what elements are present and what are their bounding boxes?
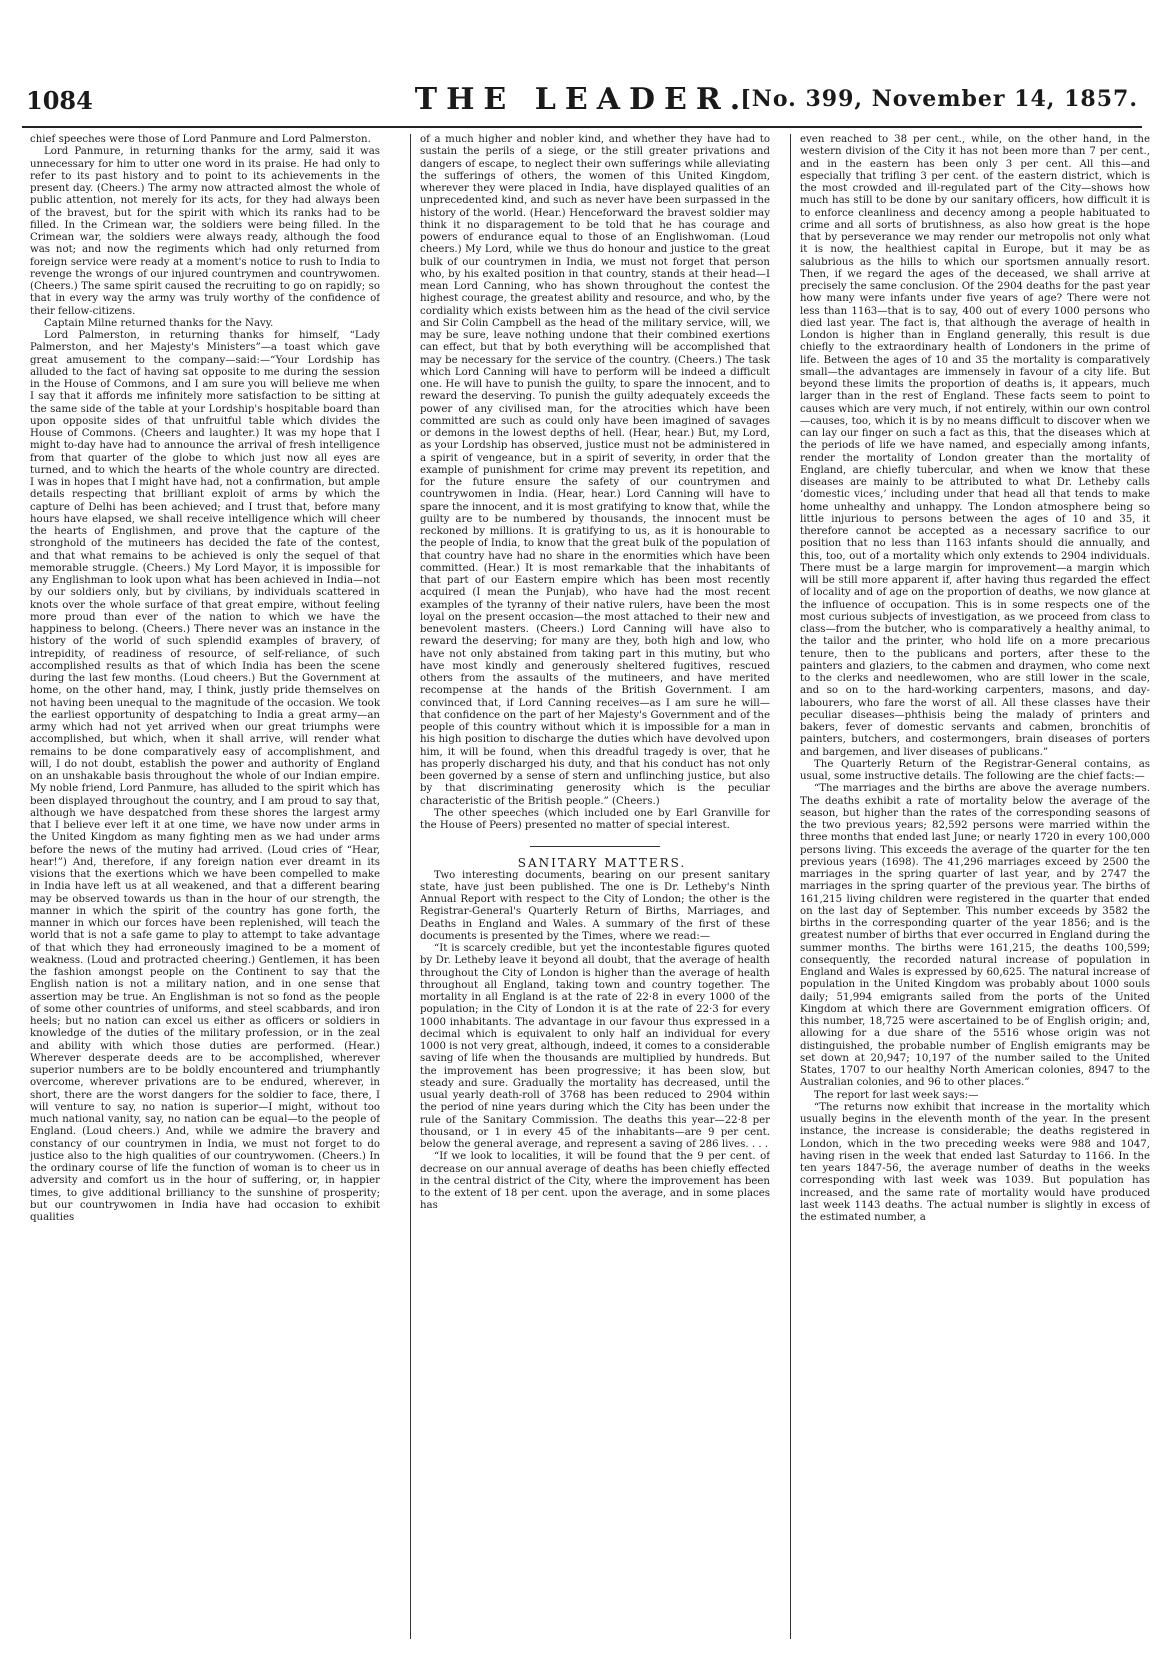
paragraph: Two interesting documents, bearing on our present sanitary state, have just been published. The one is Dr. Letheby's Ninth Annual Report with respect to the City of London; the other is the Registrar-General's Quarterly Return of Births, Marriages, and Deaths in England and Wales. A summary of the first of these documents is presented by the Times, where we read:— — [420, 869, 770, 942]
issue-date: [No. 399, November 14, 1857. — [740, 86, 1138, 112]
article-column-1 — [30, 134, 380, 1639]
paragraph: of a much higher and nobler kind, and whether they have had to sustain the perils of a siege, or the still greater privations and dangers of escape, to neglect their own sufferings while alleviating the sufferings of others, the women of this United Kingdom, wherever they were placed in India, have displayed qualities of an unprecedented kind, and such as never have been surpassed in the history of the world. (Hear.) Henceforward the bravest soldier may think it no disparagement to be told that he has courage and powers of endurance equal to those of an Englishwoman. (Loud cheers.) My Lord, while we thus do honour and justice to the great bulk of our countrymen in India, we must not forget that person who, by his exalted position in that country, stands at their head—I mean Lord Canning, who has shown throughout the contest the highest courage, the greatest ability and resource, and who, by the cordiality which exists between him as the head of the civil service and Sir Colin Campbell as the head of the military service, will, we may be sure, leave nothing undone that their combined exertions can effect, but that by both everything will be accomplished that may be necessary for the service of the country. (Cheers.) The task which Lord Canning will have to perform will be indeed a difficult one. He will have to punish the guilty, to spare the innocent, and to reward the deserving. To punish the guilty adequately exceeds the power of any civilised man, for the atrocities which have been committed are such as could only have been imagined of savages or demons in the lowest depths of hell. (Hear, hear.) But, my Lord, as your Lordship has observed, justice must not be administered in a spirit of vengeance, but in a spirit of severity, in order that the example of punishment for crime may prevent its repetition, and for the future ensure the safety of our countrymen and countrywomen in India. (Hear, hear.) Lord Canning will have to spare the innocent, and it is most gratifying to know that, while the guilty are to be numbered by thousands, the innocent must be reckoned by millions. It is gratifying to us, as it is honourable to the people of India, to know that the great bulk of the population of that country have had no share in the enormities which have been committed. (Hear.) It is most remarkable that the inhabitants of that part of our Eastern empire which has been most recently acquired (I mean the Punjab), who have had the most recent examples of the tyranny of their native rulers, have been the most loyal on the present occasion—the most attached to their new and benevolent masters. (Cheers.) Lord Canning will have also to reward the deserving; for many are they, both high and low, who have not only abstained from taking part in this mutiny, but who have most kindly and generously sheltered fugitives, rescued others from the assaults of the mutineers, and have merited recompense at the hands of the British Government. I am convinced that, if Lord Canning receives—as I am sure he will—that confidence on the part of her Majesty's Government and of the people of this country without which it is impossible for a man in his high position to discharge the duties which have devolved upon him, it will be found, when this dreadful tragedy is over, that he has properly discharged his duty, and that his conduct has not only been governed by a sense of stern and unflinching justice, but also by that discriminating generosity which is the peculiar characteristic of the British people.” (Cheers.) — [420, 134, 770, 807]
paragraph: “The marriages and the births are above the average numbers. The deaths exhibit a rate of mortality below the average of the season, but higher than the rates of the corresponding seasons of the two previous years; 82,592 persons were married within the three months that ended last June; or nearly 1720 in every 100,000 persons living. This exceeds the average of the quarter for the ten previous years (1698). The 41,296 marriages exceed by 2500 the marriages in the spring quarter of last year, and by 2747 the marriages in the spring quarter of the previous year. The births of 161,215 living children were registered in the quarter that ended on the last day of September. This number exceeds by 3582 the births in the corresponding quarter of the year 1856; and is the greatest number of births that ever occurred in England during the summer months. The births were 161,215, the deaths 100,599; consequently, the recorded natural increase of population in England and Wales is expressed by 60,625. The natural increase of population in the United Kingdom was probably about 1000 souls daily; 51,994 emigrants sailed from the ports of the United Kingdom at which there are Government emigration officers. Of this number, 18,725 were ascertained to be of English origin; and, allowing for a due share of the 5516 whose origin was not distinguished, the probable number of English emigrants may be set down at 20,947; 10,197 of the number sailed to the United States, 1707 to our healthy North American colonies, 8947 to the Australian colonies, and 96 to other places.” — [800, 783, 1150, 1089]
paragraph: The Quarterly Return of the Registrar-General contains, as usual, some instructive details. The following are the chief facts:— — [800, 758, 1150, 782]
column-divider — [790, 134, 791, 1639]
paragraph: chief speeches were those of Lord Panmure and Lord Palmerston. — [30, 134, 371, 145]
paragraph: Captain Milne returned thanks for the Navy. — [44, 317, 274, 329]
header-rule — [22, 126, 1142, 128]
paragraph: Lord Panmure, in returning thanks for the army, said it was unnecessary for him to utter one word in its praise. He had only to refer to its past history and to point to its achievements in the present day. (Cheers.) The army now attracted almost the whole of public attention, not merely for its acts, for they had always been of the bravest, but for the spirit with which its ranks had to be filled. In the Crimean war, the soldiers were being filled. In the Crimean war, the soldiers were always ready, although the food was not; and now the regiments which had only returned from foreign service were ready at a moment's notice to rush to India to revenge the wrongs of our injured countrymen and countrywomen. (Cheers.) The same spirit caused the recruiting to go on rapidly; so that in every way the army was truly worthy of the confidence of their fellow-citizens. — [30, 146, 380, 317]
section-separator — [530, 846, 660, 847]
page-number: 1084 — [26, 86, 93, 115]
paragraph: “The returns now exhibit that increase in the mortality which usually begins in the eleventh month of the year. In the present instance, the increase is considerable; the deaths registered in London, which in the two preceding weeks were 988 and 1047, having risen in the week that ended last Saturday to 1166. In the ten years 1847-56, the average number of deaths in the weeks corresponding with last week was 1039. But population has increased, and the same rate of mortality would have produced last week 1143 deaths. The actual number is slightly in excess of the estimated number, a — [800, 1101, 1150, 1223]
column-divider — [410, 134, 411, 1639]
paragraph: Lord Palmerston, in returning thanks for himself, “Lady Palmerston, and her Majesty's Ministers”—a toast which gave great amusement to the company—said:—“Your Lordship has alluded to the fact of having sat opposite to me during the session in the House of Commons, and I am sure you will believe me when I say that it affords me infinitely more satisfaction to be sitting at the same side of the table at your Lordship's hospitable board than upon opposite sides of that unfruitful table which divides the House of Commons. (Cheers and laughter.) It was my hope that I might to-day have had to announce the arrival of fresh intelligence from that quarter of the globe to which just now all eyes are turned, and to which the hearts of the whole country are directed. I was in hopes that I might have had, not a confirmation, but ample details respecting that brilliant exploit of arms by which the capture of Delhi has been achieved; and I trust that, before many hours have elapsed, we shall receive intelligence which will cheer the hearts of Englishmen, and prove that the capture of the stronghold of the mutineers has decided the fate of the contest, and that what remains to be achieved is only the sequel of that memorable struggle. (Cheers.) My Lord Mayor, it is impossible for any Englishman to look upon what has been achieved in India—not by our soldiers only, but by civilians, by individuals scattered in knots over the whole surface of that great empire, without feeling more proud than ever of the nation to which we have the happiness to belong. (Cheers.) There never was an instance in the history of the world of such splendid examples of bravery, of intrepidity, of readiness of resource, of self-reliance, of such accomplished results as that of which India has been the scene during the last few months. (Loud cheers.) But the Government at home, on the other hand, may, I think, justly pride themselves on not having been unequal to the magnitude of the occasion. We took the earliest opportunity of despatching to India a great army—an army which had not yet arrived when our great triumphs were accomplished, but which, when it shall arrive, will render what remains to be done comparatively easy of accomplishment, and will, I do not doubt, establish the power and authority of England on an unshakable basis throughout the whole of our Indian empire. My noble friend, Lord Panmure, has alluded to the spirit which has been displayed throughout the country, and I am proud to say that, although we have despatched from these shores the largest army that I believe ever left it at one time, we have now under arms in the United Kingdom as many fighting men as we had under arms before the news of the mutiny had arrived. (Loud cries of “Hear, hear!”) And, therefore, if any foreign nation ever dreamt in its visions that the exertions which we have been compelled to make in India have left us at all weakened, and that a different bearing may be observed towards us than in the hour of our strength, the manner in which the spirit of the country has gone forth, the manner in which our forces have been replenished, will teach the world that is not a safe game to play to attempt to take advantage of that which they had erroneously imagined to be a moment of weakness. (Loud and protracted cheering.) Gentlemen, it has been the fashion amongst people on the Continent to say that the English nation is not a military nation, and in one sense that assertion may be true. An Englishman is not so fond as the people of some other countries of uniforms, and steel scabbards, and iron heels; but no nation can excel us either as officers or soldiers in knowledge of the duties of the military profession, or in the zeal and ability with which those duties are performed. (Hear.) Wherever desperate deeds are to be accomplished, wherever superior numbers are to be boldly encountered and triumphantly overcome, wherever privations are to be endured, wherever, in short, there are the worst dangers for the soldier to face, there, I will venture to say, no nation is superior—I might, without too much national vanity, say, no nation can be equal—to the people of England. (Loud cheers.) And, while we admire the bravery and constancy of our countrymen in India, we must not forget to do justice also to the high qualities of our countrywomen. (Cheers.) In the ordinary course of life the function of woman is to cheer us in adversity and comfort us in the hour of suffering, or, in happier times, to give additional brilliancy to the sunshine of prosperity; but our countrywomen in India have had occasion to exhibit qualities — [30, 330, 380, 1223]
newspaper-title: THE LEADER. — [414, 82, 750, 117]
paragraph: “If we look to localities, it will be found that the 9 per cent. of decrease on our annual average of deaths has been chiefly effected in the central district of the City, where the improvement has been to the extent of 18 per cent. upon the average, and in some places has — [420, 1151, 770, 1212]
article-column-2 — [420, 134, 770, 1639]
masthead — [20, 82, 1144, 122]
paragraph: even reached to 38 per cent., while, on the other hand, in the western division of the City it has not been more than 7 per cent., and in the eastern has been only 3 per cent. All this—and especially that trifling 3 per cent. of the eastern district, which is the most crowded and ill-regulated part of the City—shows how much has still to be done by our sanitary officers, how difficult it is to enforce cleanliness and decency among a people habituated to crime and all sorts of brutishness, as also how great is the hope that by perseverance we may render our metropolis not only what it is now, the healthiest capital in Europe, but it may be as salubrious as the hills to which our sportsmen annually resort. Then, if we regard the ages of the deceased, we shall arrive at precisely the same conclusion. Of the 2904 deaths for the past year how many were infants under five years of age? There were not less than 1163—that is to say, 400 out of every 1000 persons who died last year. The fact is, that although the average of health in London is higher than in England generally, this result is due chiefly to the extraordinary health of Londoners in the prime of life. Between the ages of 10 and 35 the mortality is comparatively small—the advantages are immensely in favour of a city life. But beyond these limits the proportion of deaths is, it appears, much larger than in the rest of England. These facts seem to point to causes which are very much, if not entirely, within our own control—causes, too, which it is by no means difficult to discover when we can lay our finger on such a fact as this, that the diseases which at the periods of life we have named, and especially among infants, render the mortality of London greater than the mortality of England, are chiefly tubercular, and when we know that these diseases are mainly to be attributed to what Dr. Letheby calls ‘domestic vices,’ including under that head all that tends to make home unhealthy and unhappy. The London atmosphere being so little injurious to persons between the ages of 10 and 35, it therefore cannot be accepted as a necessary sacrifice to our position that no less than 1163 infants should die annually, and this, too, out of a mortality which only extends to 2904 individuals. There must be a large margin for improvement—a margin which will be still more apparent if, after having thus regarded the effect of locality and of age on the proportion of deaths, we now glance at the influence of occupation. This is in some respects one of the most curious subjects of investigation, as we proceed from class to class—from the butcher, who is comparatively a healthy animal, to the tailor and the printer, who hold life on a more precarious tenure, then to the publicans and porters, after these to the painters and glaziers, to the cabmen and draymen, who come next to the clerks and needlewomen, who are still lower in the scale, and so on to the hard-working carpenters, masons, and day-labourers, who fare the worst of all. All these classes have their peculiar diseases—phthisis being the malady of printers and bakers, fever of domestic servants and cabmen, bronchitis of painters, butchers, and costermongers, brain diseases of porters and bargemen, and liver diseases of publicans.” — [800, 134, 1150, 758]
paragraph: The report for last week says:— — [814, 1089, 979, 1101]
paragraph: The other speeches (which included one by Earl Granville for the House of Peers) presented no matter of special interest. — [420, 807, 770, 831]
section-heading: SANITARY MATTERS. — [517, 856, 687, 871]
paragraph: “It is scarcely credible, but yet the incontestable figures quoted by Dr. Letheby leave it beyond all doubt, that the average of health throughout the City of London is higher than the average of health throughout all England, taking town and country together. The mortality in all England is at the rate of 22·8 in every 1000 of the population; in the City of London it is at the rate of 22·3 for every 1000 inhabitants. The advantage in our favour thus expressed in a decimal which is equivalent to only half an individual for every 1000 is not very great, although, indeed, it comes to a considerable saving of life when the thousands are multiplied by hundreds. But the improvement has been progressive; it has been slow, but steady and sure. Gradually the mortality has decreased, until the usual yearly death-roll of 3768 has been reduced to 2904 within the period of nine years during which the City has been under the rule of the Sanitary Commission. The deaths this year—22·8 per thousand, or 1 in every 45 of the inhabitants—are 9 per cent. below the general average, and represent a saving of 286 lives. . . . — [420, 943, 770, 1150]
article-column-3 — [800, 134, 1150, 1639]
